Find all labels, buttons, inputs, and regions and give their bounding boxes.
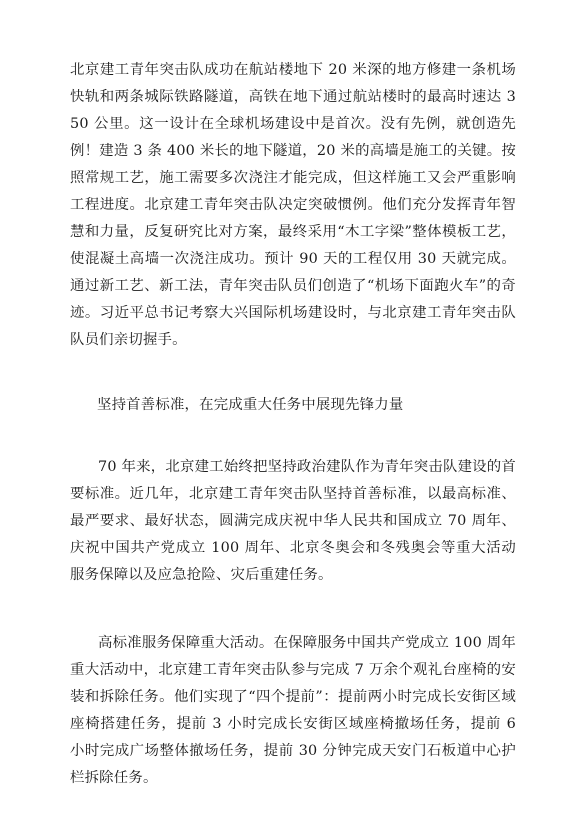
- section-heading: 坚持首善标准，在完成重大任务中展现先锋力量: [97, 397, 404, 413]
- body-paragraph: 高标准服务保障重大活动。在保障服务中国共产党成立 100 周年重大活动中，北京建工青年突击队参与完成 7 万余个观礼台座椅的安装和拆除任务。他们实现了“四个提前”：提前两小时完成长安街区域座椅搭建任务，提前 3 小时完成长安街区域座椅撤场任务，提前 6 小时完成广场整体撤场任务，提前 30 分钟完成天安门石板道中心护栏拆除任务。: [70, 635, 516, 786]
- body-paragraph: 70 年来，北京建工始终把坚持政治建队作为青年突击队建设的首要标准。近几年，北京建工青年突击队坚持首善标准，以最高标准、最严要求、最好状态，圆满完成庆祝中华人民共和国成立 70 周年、庆祝中国共产党成立 100 周年、北京冬奥会和冬残奥会等重大活动服务保障以及应急抢险、灾后重建任务。: [70, 459, 516, 583]
- body-paragraph: 北京建工青年突击队成功在航站楼地下 20 米深的地方修建一条机场快轨和两条城际铁路隧道，高铁在地下通过航站楼时的最高时速达 350 公里。这一设计在全球机场建设中是首次。没有先例，就创造先例！建造 3 条 400 米长的地下隧道，20 米的高墙是施工的关键。按照常规工艺，施工需要多次浇注才能完成，但这样施工又会严重影响工程进度。北京建工青年突击队决定突破惯例。他们充分发挥青年智慧和力量，反复研究比对方案，最终采用“木工字梁”整体模板工艺，使混凝土高墙一次浇注成功。预计 90 天的工程仅用 30 天就完成。通过新工艺、新工法，青年突击队员们创造了“机场下面跑火车”的奇迹。习近平总书记考察大兴国际机场建设时，与北京建工青年突击队队员们亲切握手。: [70, 62, 516, 348]
